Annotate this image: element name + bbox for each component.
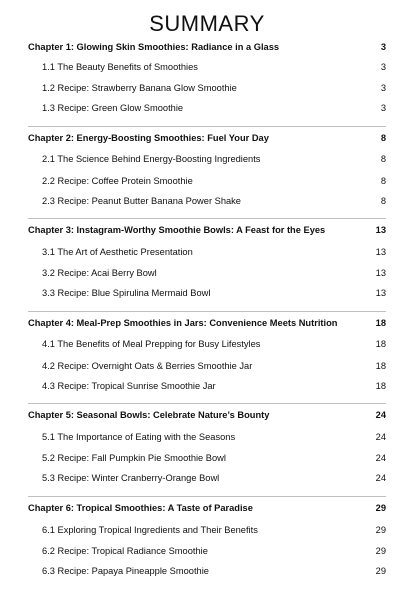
toc-entry-label: 4.1 The Benefits of Meal Prepping for Busy Lifestyles	[42, 339, 261, 350]
toc-entry[interactable]	[28, 77, 386, 98]
chapter-entry[interactable]	[28, 312, 386, 334]
chapter-section	[28, 219, 386, 312]
toc-entry-page-number: 29	[375, 524, 386, 535]
toc-entry[interactable]	[28, 99, 386, 118]
toc-entry[interactable]	[28, 191, 386, 210]
chapter-title: Chapter 2: Energy-Boosting Smoothies: Fuel Your Day	[28, 132, 269, 143]
chapter-section	[28, 38, 386, 127]
toc-entry-page-number: 13	[375, 268, 386, 279]
toc-entry-page-number: 13	[375, 288, 386, 299]
chapter-page-number: 13	[375, 225, 386, 236]
toc-entry-page-number: 24	[375, 473, 386, 484]
toc-entry-label: 1.1 The Beauty Benefits of Smoothies	[42, 61, 198, 72]
toc-entry-label: 2.1 The Science Behind Energy-Boosting Ingredients	[42, 154, 261, 165]
chapter-section	[28, 127, 386, 220]
chapter-page-number: 18	[375, 317, 386, 328]
toc-entry-page-number: 3	[380, 82, 386, 93]
toc-entry-label: 3.2 Recipe: Acai Berry Bowl	[42, 268, 157, 279]
toc-entry[interactable]	[28, 448, 386, 469]
toc-entry-page-number: 3	[380, 103, 386, 114]
toc-entry-page-number: 8	[380, 195, 386, 206]
chapter-page-number: 29	[375, 502, 386, 513]
toc-entry[interactable]	[28, 355, 386, 376]
toc-entry-page-number: 24	[375, 432, 386, 443]
page-title: SUMMARY	[149, 11, 265, 36]
chapter-page-number: 24	[375, 410, 386, 421]
chapter-title: Chapter 6: Tropical Smoothies: A Taste of Paradise	[28, 502, 253, 513]
chapter-entry[interactable]	[28, 38, 386, 56]
toc-entry[interactable]	[28, 469, 386, 488]
chapter-title: Chapter 3: Instagram-Worthy Smoothie Bowls: A Feast for the Eyes	[28, 225, 326, 236]
toc-entry[interactable]	[28, 562, 386, 581]
chapter-title: Chapter 4: Meal-Prep Smoothies in Jars: Convenience Meets Nutrition	[28, 317, 338, 328]
toc-entry-label: 2.2 Recipe: Coffee Protein Smoothie	[42, 175, 193, 186]
toc-entry-label: 5.2 Recipe: Fall Pumpkin Pie Smoothie Bowl	[42, 453, 226, 464]
toc-entry[interactable]	[28, 241, 386, 262]
toc-entry[interactable]	[28, 540, 386, 561]
toc-entry-label: 4.2 Recipe: Overnight Oats & Berries Smoothie Jar	[42, 360, 253, 371]
toc-entry-label: 3.3 Recipe: Blue Spirulina Mermaid Bowl	[42, 288, 211, 299]
toc-entry-page-number: 8	[380, 154, 386, 165]
chapter-entry[interactable]	[28, 219, 386, 241]
toc-entry-page-number: 18	[375, 380, 386, 391]
toc-entry-label: 3.1 The Art of Aesthetic Presentation	[42, 246, 193, 257]
chapter-section	[28, 312, 386, 405]
toc-entry-page-number: 29	[375, 566, 386, 577]
toc-entry[interactable]	[28, 170, 386, 191]
chapter-section	[28, 497, 386, 581]
chapter-section	[28, 404, 386, 497]
toc-entry[interactable]	[28, 262, 386, 283]
chapter-page-number: 8	[380, 132, 386, 143]
toc-entry-label: 6.1 Exploring Tropical Ingredients and Their Benefits	[42, 524, 258, 535]
toc-entry-label: 1.2 Recipe: Strawberry Banana Glow Smoothie	[42, 82, 237, 93]
toc-entry-page-number: 29	[375, 545, 386, 556]
toc-entry-label: 6.2 Recipe: Tropical Radiance Smoothie	[42, 545, 208, 556]
toc-entry[interactable]	[28, 284, 386, 303]
toc-entry-page-number: 18	[375, 360, 386, 371]
toc-entry-label: 5.3 Recipe: Winter Cranberry-Orange Bowl	[42, 473, 220, 484]
chapter-page-number: 3	[380, 42, 386, 52]
chapter-title: Chapter 1: Glowing Skin Smoothies: Radiance in a Glass	[28, 42, 280, 52]
toc-entry[interactable]	[28, 149, 386, 170]
table-of-contents	[28, 38, 386, 581]
chapter-entry[interactable]	[28, 404, 386, 426]
chapter-entry[interactable]	[28, 497, 386, 519]
toc-entry-page-number: 13	[375, 246, 386, 257]
toc-entry[interactable]	[28, 56, 386, 77]
chapter-title: Chapter 5: Seasonal Bowls: Celebrate Nature’s Bounty	[28, 410, 270, 421]
toc-entry[interactable]	[28, 519, 386, 540]
toc-entry-page-number: 8	[380, 175, 386, 186]
toc-entry-page-number: 18	[375, 339, 386, 350]
toc-entry[interactable]	[28, 334, 386, 355]
toc-entry-label: 6.3 Recipe: Papaya Pineapple Smoothie	[42, 566, 209, 577]
chapter-entry[interactable]	[28, 127, 386, 149]
toc-entry[interactable]	[28, 426, 386, 447]
toc-entry-page-number: 24	[375, 453, 386, 464]
toc-entry-label: 5.1 The Importance of Eating with the Seasons	[42, 432, 236, 443]
toc-entry-label: 1.3 Recipe: Green Glow Smoothie	[42, 103, 184, 114]
toc-entry-page-number: 3	[380, 61, 386, 72]
toc-entry-label: 2.3 Recipe: Peanut Butter Banana Power Shake	[42, 195, 241, 206]
toc-entry[interactable]	[28, 376, 386, 395]
toc-entry-label: 4.3 Recipe: Tropical Sunrise Smoothie Jar	[42, 380, 216, 391]
